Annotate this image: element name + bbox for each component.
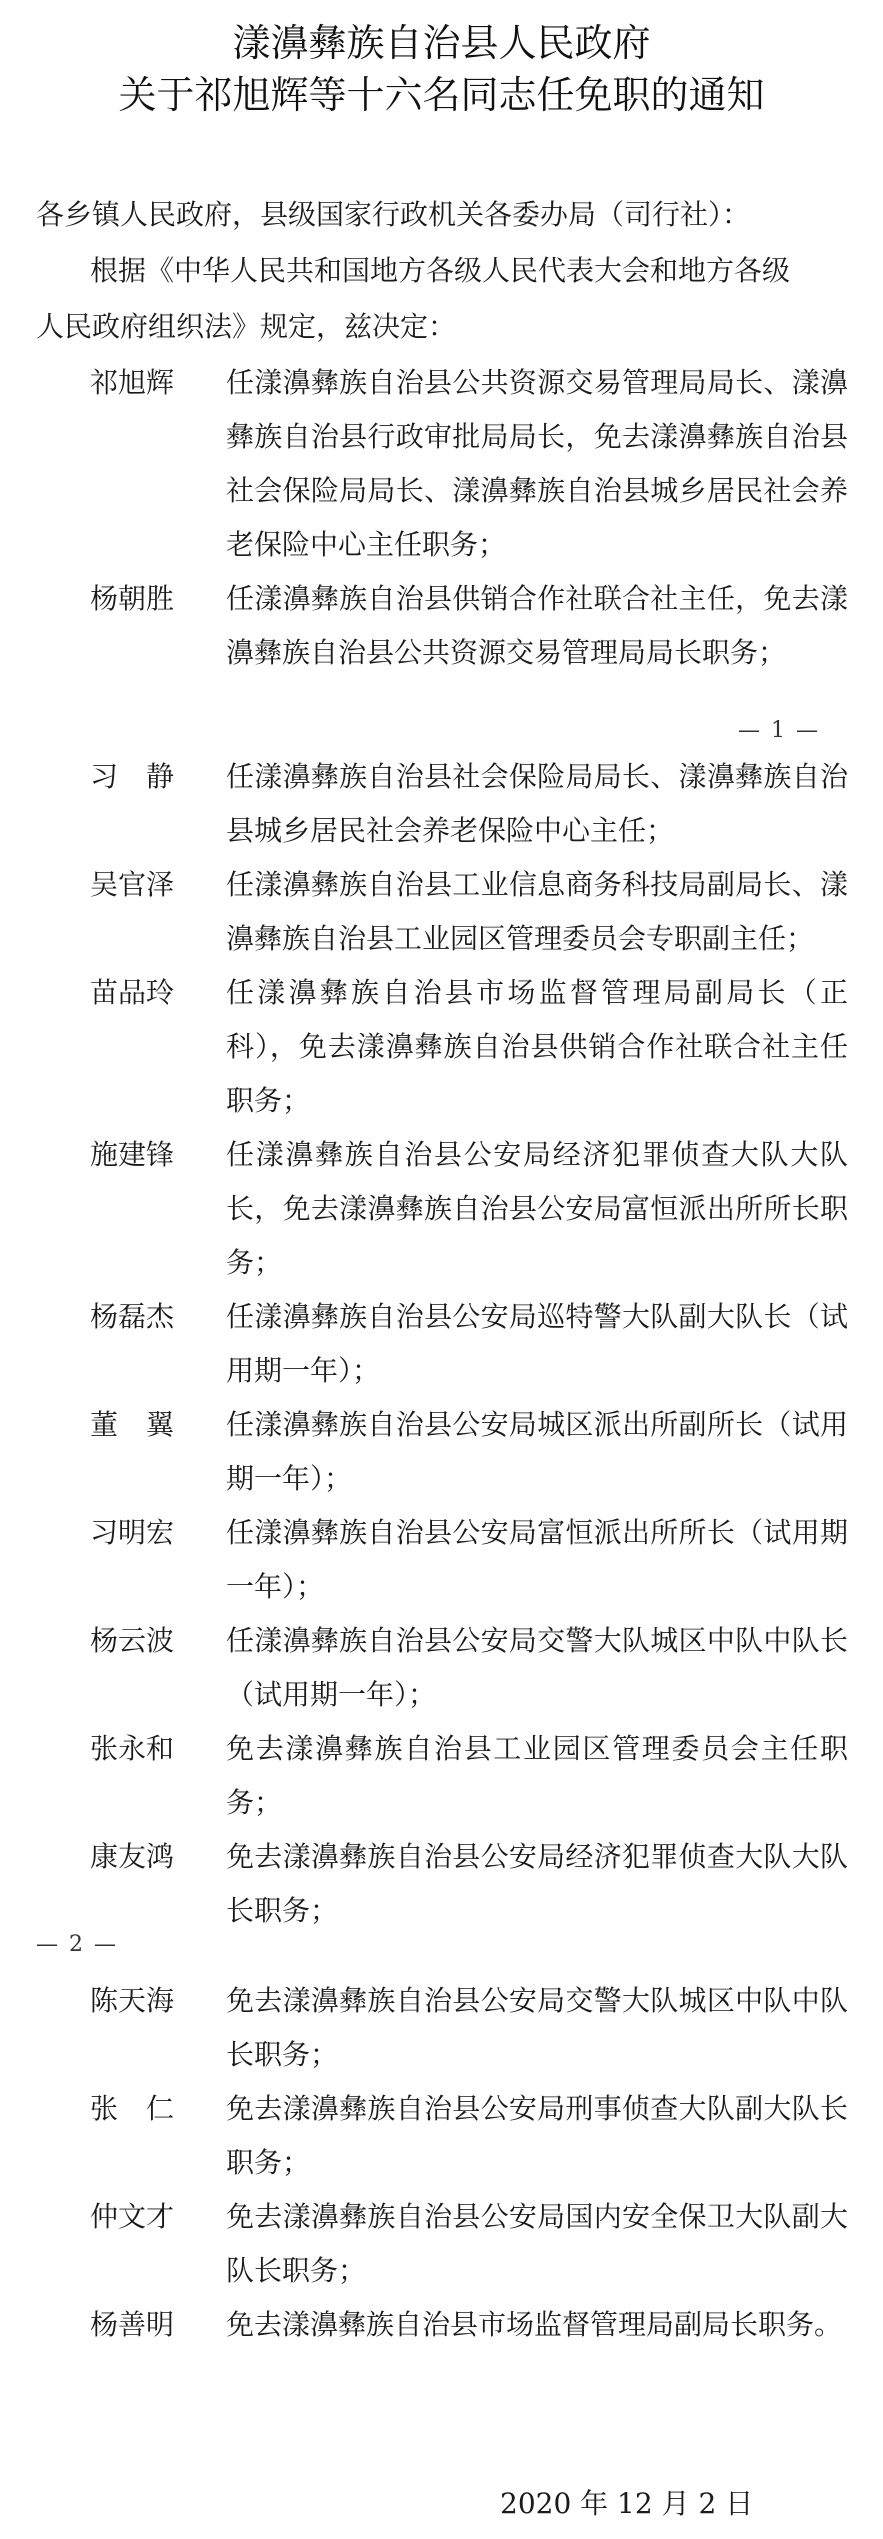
appointment-text: 任漾濞彝族自治县市场监督管理局副局长（正科），免去漾濞彝族自治县供销合作社联合社主任职务； (226, 976, 848, 1117)
person-name: 杨云波 (90, 1624, 175, 1657)
document-title-line-1: 漾濞彝族自治县人民政府 (232, 21, 651, 65)
appointment-text: 任漾濞彝族自治县公共资源交易管理局局长、漾濞彝族自治县行政审批局局长，免去漾濞彝族自治县社会保险局局长、漾濞彝族自治县城乡居民社会养老保险中心主任职务； (226, 366, 848, 561)
basis-line-2: 人民政府组织法》规定，兹决定： (36, 310, 457, 343)
person-name: 祁旭辉 (90, 366, 175, 399)
appointment-text: 任漾濞彝族自治县供销合作社联合社主任，免去漾濞彝族自治县公共资源交易管理局局长职务； (226, 582, 848, 669)
appointment-text: 任漾濞彝族自治县公安局经济犯罪侦查大队大队长，免去漾濞彝族自治县公安局富恒派出所所长职务； (226, 1138, 848, 1279)
appointment-text: 免去漾濞彝族自治县公安局刑事侦查大队副大队长职务； (226, 2092, 848, 2179)
appointment-text: 免去漾濞彝族自治县公安局经济犯罪侦查大队大队长职务； (226, 1840, 848, 1927)
person-name: 董 翼 (90, 1408, 175, 1441)
person-name: 陈天海 (90, 1984, 175, 2017)
appointment-text: 任漾濞彝族自治县公安局城区派出所副所长（试用期一年）； (226, 1408, 848, 1495)
salutation: 各乡镇人民政府，县级国家行政机关各委办局（司行社）： (36, 198, 751, 231)
person-name: 仲文才 (90, 2200, 175, 2233)
person-name: 吴官泽 (90, 868, 175, 901)
person-name: 苗品玲 (90, 976, 175, 1009)
person-name: 康友鸿 (90, 1840, 175, 1873)
page-number-2: — 2 — (36, 1932, 118, 1957)
issue-date: 2020 年 12 月 2 日 (500, 2487, 754, 2520)
appointment-text: 免去漾濞彝族自治县市场监督管理局副局长职务。 (226, 2308, 843, 2341)
person-name: 杨善明 (90, 2308, 175, 2341)
appointment-text: 任漾濞彝族自治县公安局巡特警大队副大队长（试用期一年）； (226, 1300, 848, 1387)
person-name: 习 静 (90, 760, 175, 793)
person-name: 张 仁 (90, 2092, 175, 2125)
person-name: 杨磊杰 (90, 1300, 175, 1333)
appointment-text: 任漾濞彝族自治县公安局交警大队城区中队中队长（试用期一年）； (226, 1624, 848, 1711)
appointment-text: 免去漾濞彝族自治县公安局国内安全保卫大队副大队长职务； (226, 2200, 848, 2287)
appointment-text: 免去漾濞彝族自治县公安局交警大队城区中队中队长职务； (226, 1984, 848, 2071)
appointment-text: 任漾濞彝族自治县工业信息商务科技局副局长、漾濞彝族自治县工业园区管理委员会专职副主任； (226, 868, 848, 955)
appointment-text: 任漾濞彝族自治县公安局富恒派出所所长（试用期一年）； (226, 1516, 848, 1603)
person-name: 张永和 (90, 1732, 175, 1765)
person-name: 杨朝胜 (90, 582, 175, 615)
person-name: 习明宏 (90, 1516, 175, 1549)
document-title-line-2: 关于祁旭辉等十六名同志任免职的通知 (118, 73, 765, 117)
person-name: 施建锋 (90, 1138, 175, 1171)
basis-line-1: 根据《中华人民共和国地方各级人民代表大会和地方各级 (90, 254, 791, 287)
appointment-text: 免去漾濞彝族自治县工业园区管理委员会主任职务； (226, 1732, 848, 1819)
appointment-text: 任漾濞彝族自治县社会保险局局长、漾濞彝族自治县城乡居民社会养老保险中心主任； (226, 760, 848, 847)
page-number-1: — 1 — (738, 718, 820, 743)
